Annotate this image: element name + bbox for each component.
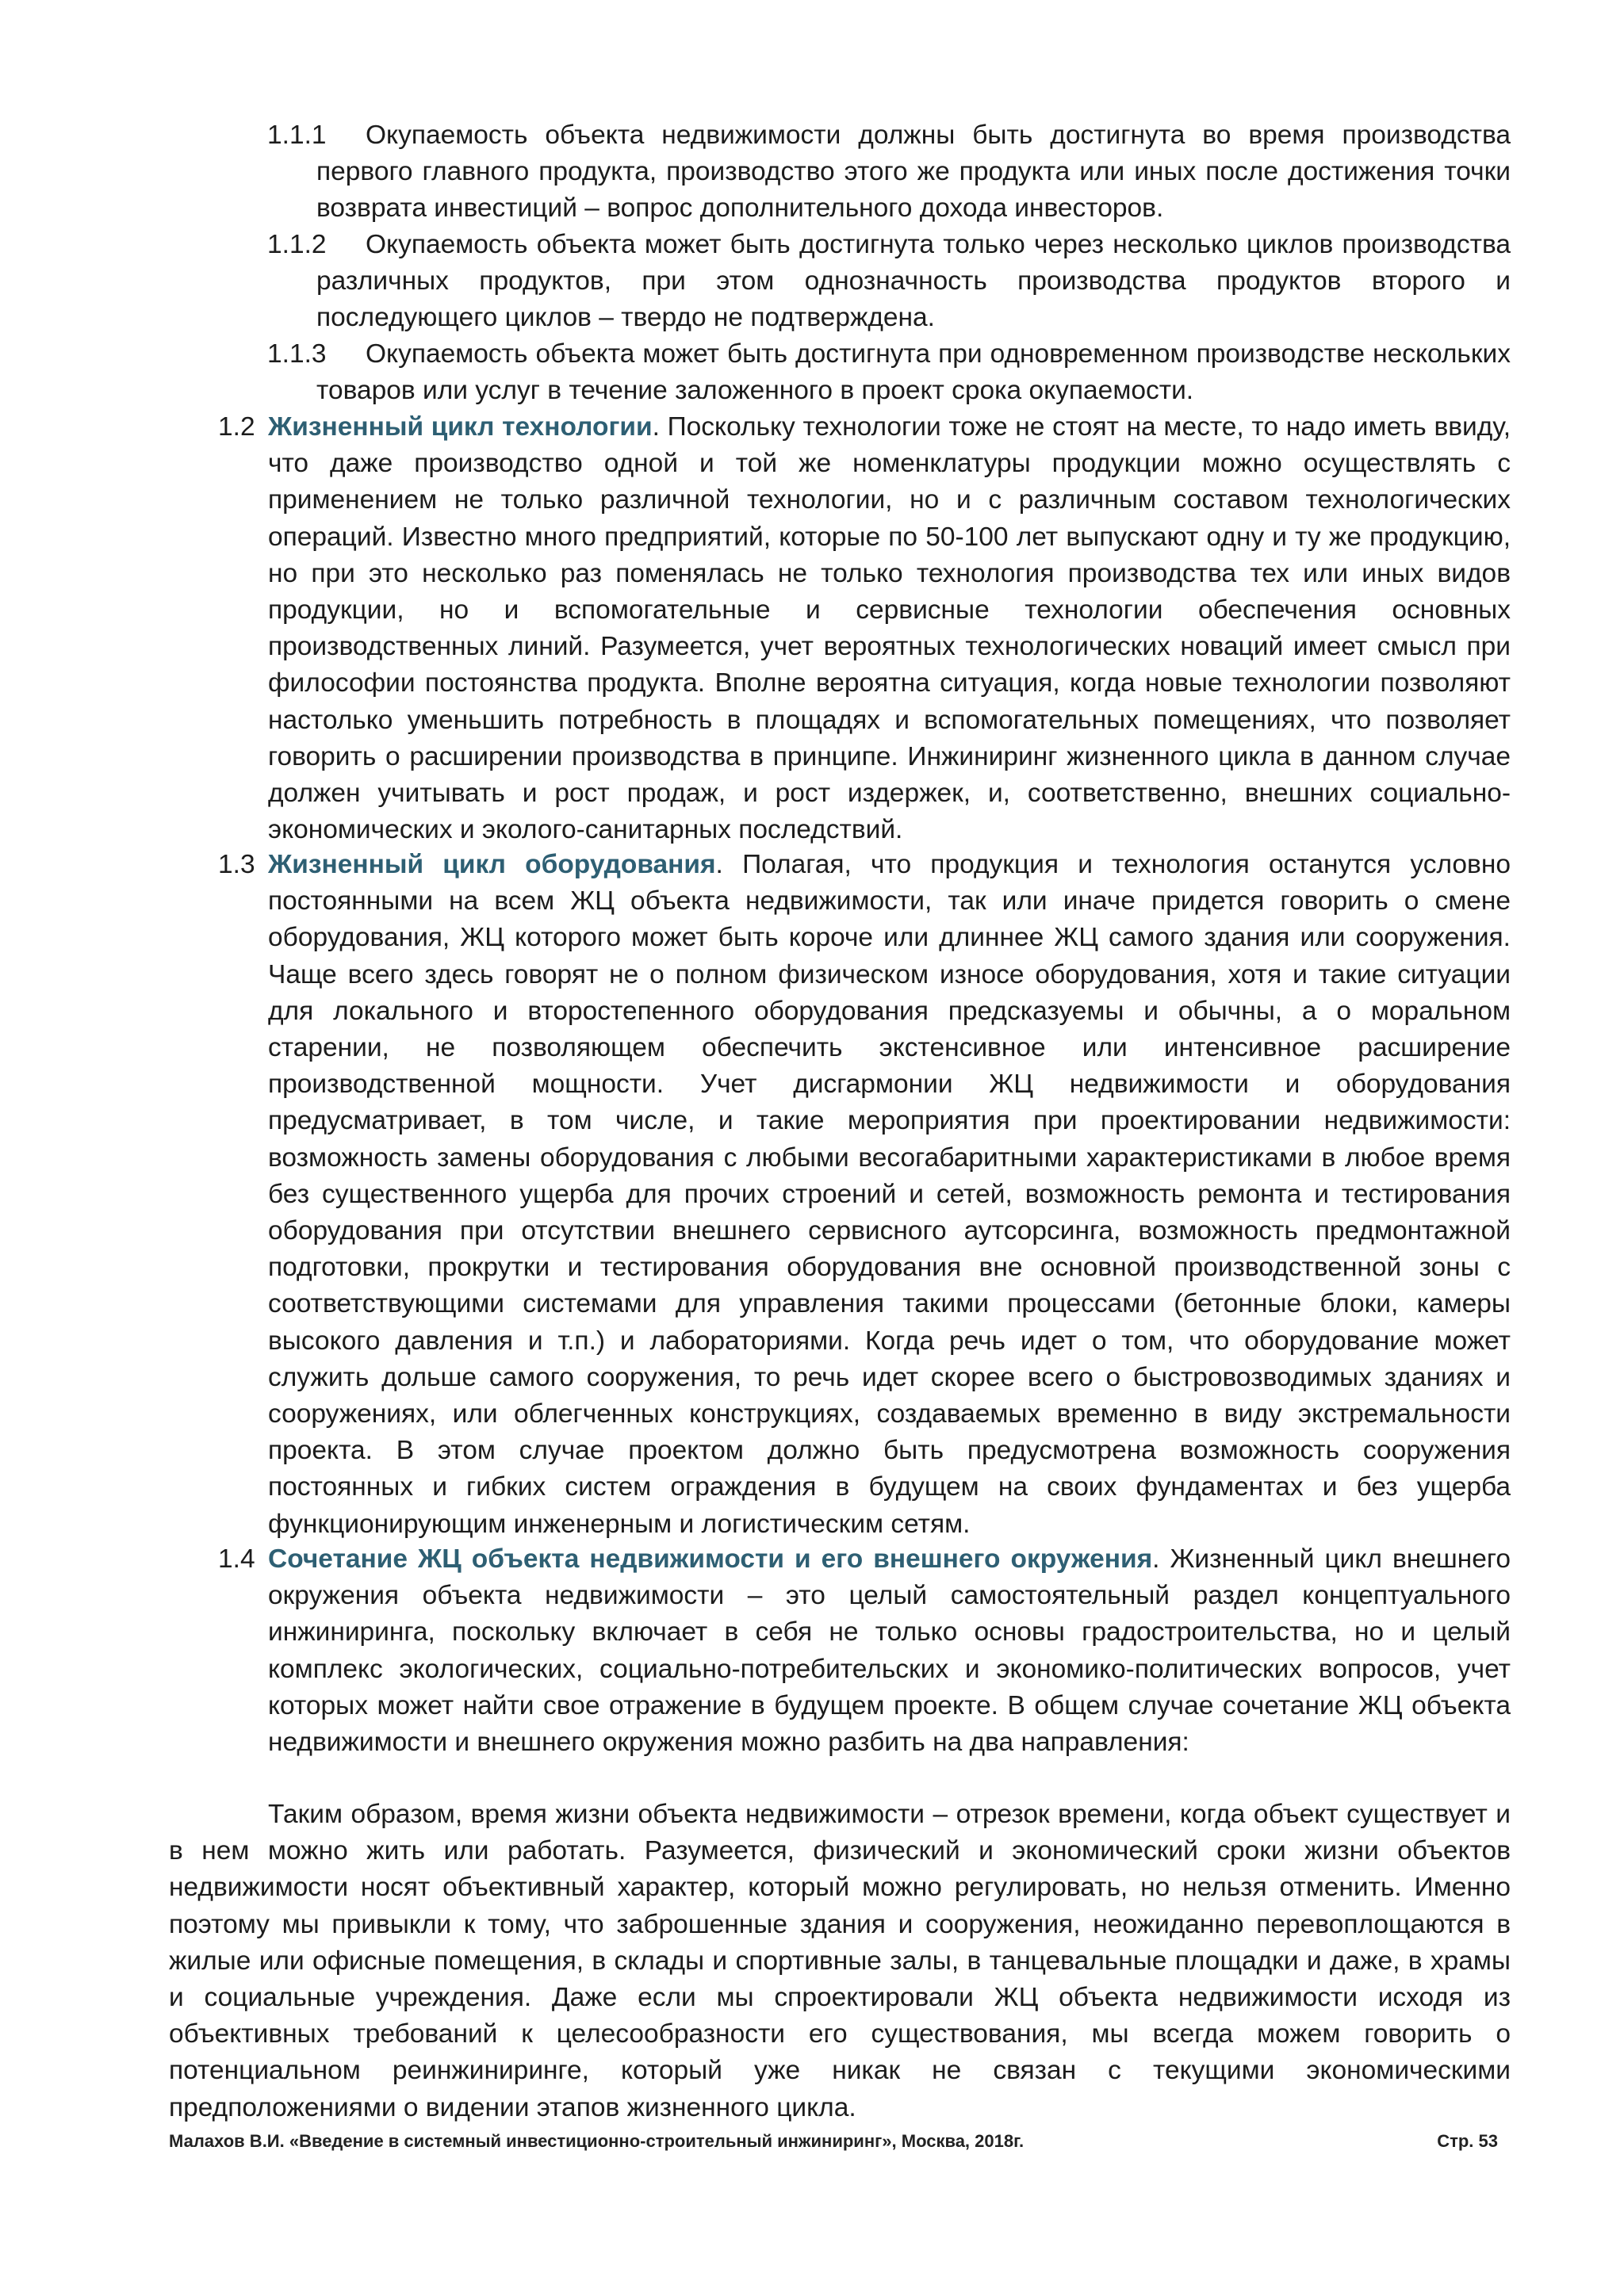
item-1-2	[218, 409, 1511, 848]
subitem-number: 1.1.2	[267, 230, 327, 259]
subitem-text: Окупаемость объекта может быть достигнута только через несколько циклов производства различных продуктов, при этом однозначность производства продуктов второго и последующего циклов – твердо не подтверждена.	[316, 230, 1511, 333]
subitem-number: 1.1.3	[267, 339, 327, 369]
closing-paragraph: Таким образом, время жизни объекта недвижимости – отрезок времени, когда объект существует и в нем можно жить или работать. Разумеется, физический и экономический сроки жизни объектов недвижимости носят объективный характер, который можно регулировать, но нельзя отменить. Именно поэтому мы привыкли к тому, что заброшенные здания и сооружения, неожиданно перевоплощаются в жилые или офисные помещения, в склады и спортивные залы, в танцевальные площадки и даже, в храмы и социальные учреждения. Даже если мы спроектировали ЖЦ объекта недвижимости исходя из объективных требований к целесообразности его существования, мы всегда можем говорить о потенциальном реинжиниринге, который уже никак не связан с текущими экономическими предположениями о видении этапов жизненного цикла.	[169, 1800, 1511, 2122]
subitem-text: Окупаемость объекта может быть достигнута при одновременном производстве нескольких товаров или услуг в течение заложенного в проект срока окупаемости.	[316, 339, 1511, 406]
item-heading: Жизненный цикл технологии	[268, 412, 653, 442]
item-1-4	[218, 1541, 1511, 1761]
item-text: . Поскольку технологии тоже не стоят на месте, то надо иметь ввиду, что даже производство одной и той же номенклатуры продукции можно осуществлять с применением не только различной технологии, но и с различным составом технологических операций. Известно много предприятий, которые по 50-100 лет выпускают одну и ту же продукцию, но при это несколько раз поменялась не только технология производства тех или иных видов продукции, но и вспомогательные и сервисные технологии обеспечения основных производственных линий. Разумеется, учет вероятных технологических новаций имеет смысл при философии постоянства продукта. Вполне вероятна ситуация, когда новые технологии позволяют настолько уменьшить потребность в площадях и вспомогательных помещениях, что позволяет говорить о расширении производства в принципе. Инжиниринг жизненного цикла в данном случае должен учитывать и рост продаж, и рост издержек, и, соответственно, внешних социально-экономических и эколого-санитарных последствий.	[268, 412, 1511, 845]
item-heading: Сочетание ЖЦ объекта недвижимости и его внешнего окружения	[268, 1544, 1153, 1574]
item-1-3	[218, 847, 1511, 1543]
item-number: 1.2	[218, 412, 255, 442]
footer-citation: Малахов В.И. «Введение в системный инвестиционно-строительный инжиниринг», Москва, 2018г.	[169, 2131, 1025, 2151]
item-body	[268, 1541, 1511, 1761]
subitem-1-1-1	[267, 117, 1511, 228]
item-number: 1.4	[218, 1544, 255, 1574]
item-body	[268, 409, 1511, 848]
subitem-text: Окупаемость объекта недвижимости должны быть достигнута во время производства первого главного продукта, производство этого же продукта или иных после достижения точки возврата инвестиций – вопрос дополнительного дохода инвесторов.	[316, 121, 1511, 224]
subitem-number: 1.1.1	[267, 121, 327, 150]
item-body	[268, 847, 1511, 1543]
subitem-1-1-3	[267, 336, 1511, 409]
subitem-1-1-2	[267, 227, 1511, 337]
item-text: . Жизненный цикл внешнего окружения объекта недвижимости – это целый самостоятельный раздел концептуального инжиниринга, поскольку включает в себя не только основы градостроительства, но и целый комплекс экологических, социально-потребительских и экономико-политических вопросов, учет которых может найти свое отражение в будущем проекте. В общем случае сочетание ЖЦ объекта недвижимости и внешнего окружения можно разбить на два направления:	[268, 1544, 1511, 1758]
item-text: . Полагая, что продукция и технология останутся условно постоянными на всем ЖЦ объекта недвижимости, так или иначе придется говорить о смене оборудования, ЖЦ которого может быть короче или длиннее ЖЦ самого здания или сооружения. Чаще всего здесь говорят не о полном физическом износе оборудования, хотя и такие ситуации для локального и второстепенного оборудования предсказуемы и обычны, а о моральном старении, не позволяющем обеспечить экстенсивное или интенсивное расширение производственной мощности. Учет дисгармонии ЖЦ недвижимости и оборудования предусматривает, в том числе, и такие мероприятия при проектировании недвижимости: возможность замены оборудования с любыми весогабаритными характеристиками в любое время без существенного ущерба для прочих строений и сетей, возможность ремонта и тестирования оборудования при отсутствии внешнего сервисного аутсорсинга, возможность предмонтажной подготовки, прокрутки и тестирования оборудования вне основной производственной зоны с соответствующими системами для управления такими процессами (бетонные блоки, камеры высокого давления и т.п.) и лабораториями. Когда речь идет о том, что оборудование может служить дольше самого сооружения, то речь идет скорее всего о быстровозводимых зданиях и сооружениях, или облегченных конструкциях, создаваемых временно в виду экстремальности проекта. В этом случае проектом должно быть предусмотрена возможность сооружения постоянных и гибких систем ограждения в будущем на своих фундаментах и без ущерба функционирующим инженерным и логистическим сетям.	[268, 850, 1511, 1539]
page-footer	[169, 2131, 1498, 2152]
page-number: Стр. 53	[1437, 2131, 1498, 2151]
item-heading: Жизненный цикл оборудования	[268, 850, 716, 879]
item-number: 1.3	[218, 850, 255, 879]
